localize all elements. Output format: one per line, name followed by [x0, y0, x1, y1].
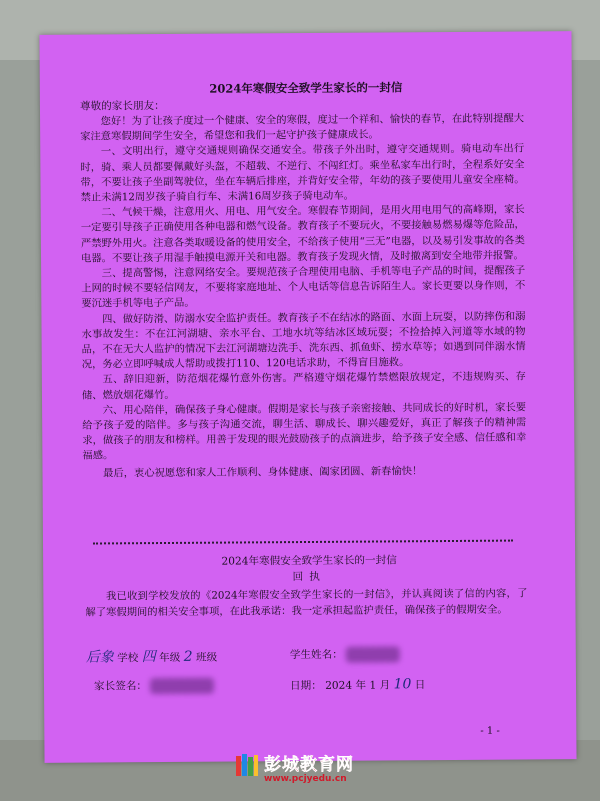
letter-paper [39, 31, 576, 763]
grade-label: 年级 [159, 651, 181, 665]
grade-handwritten: 四 [141, 649, 156, 666]
parent-signature-label: 家长签名： [93, 680, 148, 693]
letter-body [80, 111, 527, 481]
class-handwritten: 2 [183, 648, 193, 665]
letter-intro: 您好！为了让孩子度过一个健康、安全的寒假，度过一个祥和、愉快的春节，在此特别提醒大家注意寒假期间学生安全，希望您和我们一起守护孩子健康成长。 [80, 112, 525, 143]
letter-item-internet: 三、提高警惕，注意网络安全。要规范孩子合理使用电脑、手机等电子产品的时间，提醒孩子上网的时候不要轻信网友，不要将家庭地址、个人电话等信息告诉陌生人。家长更要以身作则，不要沉迷手机等电子产品。 [81, 264, 526, 311]
books-icon [234, 752, 260, 778]
date-year: 2024 [325, 679, 353, 692]
school-label: 学校 [117, 652, 139, 665]
student-name-label: 学生姓名： [289, 648, 343, 662]
class-label: 班级 [195, 651, 218, 664]
letter-item-traffic: 一、文明出行，遵守交通规则确保交通安全。带孩子外出时，遵守交通规则。骑电动车出行时，骑、乘人员都要佩戴好头盔，不超载、不逆行、不闯红灯。乘坐私家车出行时，全程系好安全带，不要让孩子坐副驾驶位，坐在车辆后排座，并背好安全带，年幼的孩子要使用儿童安全座椅。禁止未满12周岁孩子骑自行车、未满16周岁孩子骑电动车。 [80, 142, 525, 204]
letter-title: 2024年寒假安全致学生家长的一封信 [209, 80, 403, 96]
watermark-url: www.pcjyedu.cn [264, 774, 347, 784]
site-watermark [234, 750, 374, 796]
parent-signature-row [94, 678, 214, 695]
tear-line [93, 540, 513, 545]
letter-item-drowning: 四、做好防滑、防溺水安全监护责任。教育孩子不在结冰的路面、水面上玩耍，以防摔伤和溺水事故发生：不在江河湖塘、亲水平台、工地水坑等结冰区域玩耍；不捡拾掉入河道等水域的物品，不在无大人监护的情况下去江河湖塘边洗手、洗东西、抓鱼虾、捞水草等；如遇到同伴溺水情况，务必立即呼喊成人帮助或拨打110、120电话求助，不得盲目施救。 [81, 310, 526, 371]
student-name-row [290, 646, 400, 663]
school-handwritten: 后象 [85, 649, 114, 666]
letter-greeting: 尊敬的家长朋友： [79, 99, 165, 113]
receipt-body [85, 585, 527, 620]
letter-item-fireworks: 五、辞旧迎新，防范烟花爆竹意外伤害。严格遵守烟花爆竹禁燃限放规定，不违规购买、存储、燃放烟花爆竹。 [81, 370, 526, 402]
date-day-handwritten: 10 [393, 676, 412, 693]
parent-signature-redacted [150, 678, 214, 694]
letter-item-companionship: 六、用心陪伴，确保孩子身心健康。假期是家长与孩子亲密接触、共同成长的好时机，家长要给予孩子爱的陪伴。多与孩子沟通交流，聊生活、聊成长、聊兴趣爱好，真正了解孩子的精神需求，做孩子的朋友和榜样。用善于发现的眼光鼓励孩子的点滴进步，给予孩子安全感、信任感和幸福感。 [82, 401, 527, 463]
page-number: - 1 - [480, 725, 500, 737]
school-grade-class-row [86, 646, 217, 667]
letter-closing: 最后，衷心祝愿您和家人工作顺利、身体健康、阖家团圆、新春愉快！ [103, 464, 423, 480]
student-name-redacted [346, 646, 400, 662]
receipt-title: 2024年寒假安全致学生家长的一封信 [221, 554, 397, 568]
date-month: 1 [369, 679, 377, 692]
date-year-unit: 年 [355, 679, 367, 692]
date-day-unit: 日 [414, 679, 426, 692]
date-month-unit: 月 [379, 679, 391, 692]
date-row [290, 676, 425, 693]
watermark-name: 彭城教育网 [264, 755, 354, 775]
receipt-statement: 我已收到学校发放的《2024年寒假安全致学生家长的一封信》，并认真阅读了信的内容，了解了寒假期间的相关安全事项，在此我承诺：我一定承担起监护责任，确保孩子的假期安全。 [85, 587, 528, 619]
receipt-subtitle: 回执 [292, 570, 326, 584]
date-label: 日期： [289, 679, 322, 693]
letter-item-fire: 二、气候干燥，注意用火、用电、用气安全。寒假春节期间，是用火用电用气的高峰期，家长一定要引导孩子正确使用各种电器和燃气设备。教育孩子不要玩火，不要接触易燃易爆等危险品，严禁野外用火。注意各类取暖设备的使用安全，不给孩子使用“三无”电器，以及易引发事故的各类电器。不要让孩子用湿手触摸电源开关和电器。教育孩子发现火情，及时撤离到安全地带并报警。 [80, 203, 525, 265]
